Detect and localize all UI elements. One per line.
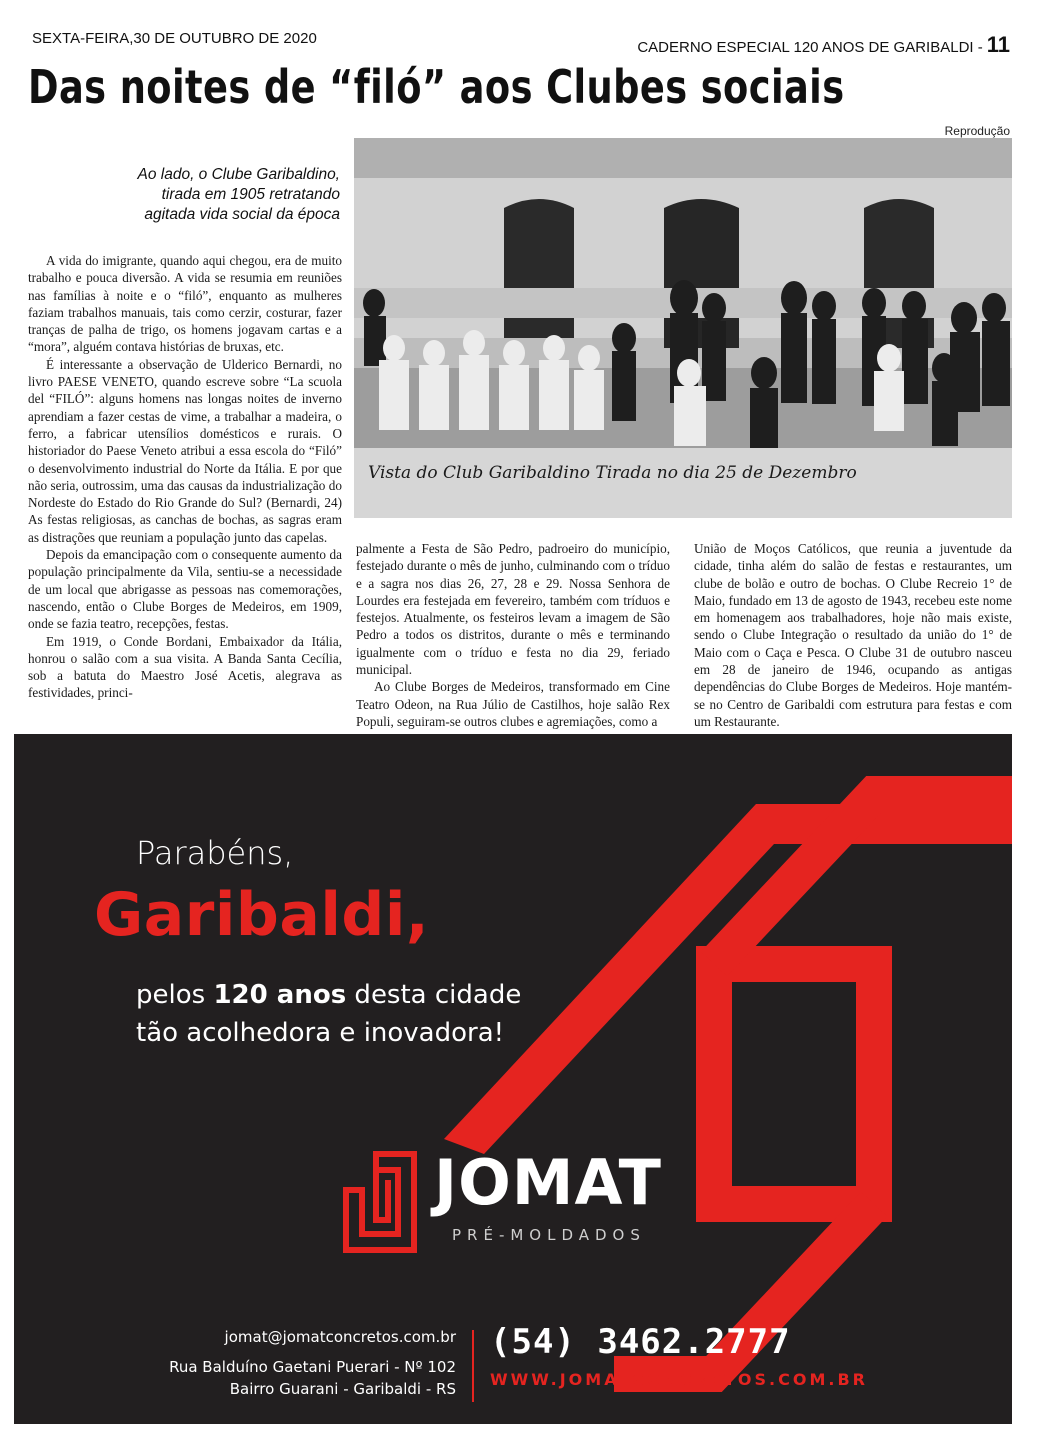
- paragraph: A vida do imigrante, quando aqui chegou, era de muito trabalho e pouca diversão. A vida se resumia em reuniões nas famílias à noite e o “filó”, enquanto as mulheres faziam trabalhos manuais, tais como cerzir, costurar, fazer tranças de palha de trigo, os homens jogavam cartas e a “mora”, alguém contava histórias de bruxas, etc.: [28, 253, 342, 355]
- article-column-2: [356, 540, 670, 730]
- contact-website: WWW.JOMATCONCRETOS.COM.BR: [490, 1370, 868, 1389]
- contact-email: jomat@jomatconcretos.com.br: [224, 1328, 456, 1346]
- article-headline: Das noites de “filó” aos Clubes sociais: [28, 60, 845, 114]
- issue-date: SEXTA-FEIRA,30 DE OUTUBRO DE 2020: [32, 30, 317, 47]
- contact-address-line-2: Bairro Guarani - Garibaldi - RS: [229, 1380, 456, 1398]
- page-number: 11: [986, 32, 1010, 57]
- article-column-1: [28, 252, 342, 702]
- section-header: [637, 32, 1010, 58]
- paragraph: União de Moços Católicos, que reunia a juventude da cidade, tinha além do salão de festas e restaurantes, um clube de bolão e outro de bochas. O Clube Recreio 1° de Maio, fundado em 13 de agosto de 1943, recebeu este nome em homenagem aos trabalhadores, hoje não mais existe, sendo o Clube Integração o resultado da união do 1° de Maio com o Caça e Pesca. O Clube 31 de outubro nasceu em 28 de janeiro de 1946, ocupando as antigas dependências do Clube Borges de Medeiros. Hoje mantém-se no Centro de Garibaldi com estrutura para festas e com um Restaurante.: [694, 541, 1012, 729]
- photo-credit: Reprodução: [944, 124, 1010, 138]
- contact-address-line-1: Rua Balduíno Gaetani Puerari - Nº 102: [169, 1358, 456, 1376]
- section-title: CADERNO ESPECIAL 120 ANOS DE GARIBALDI -: [637, 39, 983, 56]
- contact-phone: (54) 3462.2777: [490, 1322, 791, 1362]
- paragraph: palmente a Festa de São Pedro, padroeiro do município, festejado durante o mês de junho, culminando com o tríduo e a sagra nos dias 26, 27, 28 e 29. Nossa Senhora de Lourdes era festejada em fevereiro, também com tríduos e festejos. Atualmente, os festeiros levam a imagem de São Pedro a todos os distritos, durante o mês e terminando igualmente com o tríduo e festa no dia 29, feriado municipal.: [356, 541, 670, 678]
- photo-inscription: Vista do Club Garibaldino Tirada no dia 25 de Dezembro: [368, 463, 857, 483]
- article-column-3: [694, 540, 1012, 730]
- paragraph: Em 1919, o Conde Bordani, Embaixador da Itália, honrou o salão com a sua visita. A Banda Santa Cecília, sob a batuta do Maestro José Acetis, alegrava as festividades, princi-: [28, 633, 342, 701]
- ad-city-name: Garibaldi,: [94, 880, 430, 950]
- ad-message-line-2: tão acolhedora e inovadora!: [136, 1018, 505, 1048]
- paragraph: Ao Clube Borges de Medeiros, transformado em Cine Teatro Odeon, na Rua Júlio de Castilhos, hoje salão Rex Populi, seguiram-se outros clubes e agremiações, como a: [356, 679, 670, 729]
- jomat-logo-icon: [342, 1150, 418, 1254]
- jomat-advertisement: [14, 734, 1012, 1424]
- photo-caption: Ao lado, o Clube Garibaldino, tirada em 1905 retratando agitada vida social da época: [137, 166, 340, 223]
- brand-tagline: PRÉ-MOLDADOS: [452, 1226, 646, 1244]
- ad-greeting: Parabéns,: [136, 834, 294, 872]
- paragraph: Depois da emancipação com o consequente aumento da população principalmente da Vila, sentiu-se a necessidade de um local que abrigasse as pessoas nas comemorações, nascendo, então o Clube Borges de Medeiros, em 1909, onde se fazia teatro, recepções, festas.: [28, 547, 342, 632]
- ad-message-line-1: pelos 120 anos desta cidade: [136, 980, 522, 1010]
- paragraph: É interessante a observação de Ulderico Bernardi, no livro PAESE VENETO, quando escreve sobre “La scuola del “FILÓ”: alguns homens nas longas noites de inverno aprendiam a fazer cestas de vime, a trabalhar a madeira, o ferro, a fabricar utensílios domésticos e rurais. O historiador do Paese Veneto atribui a essa escola do “Filó” o desenvolvimento industrial do Norte da Itália. E por que não seria, outrossim, uma das causas da industrialização do Nordeste do Estado do Rio Grande do Sul? (Bernardi, 24) As festas religiosas, as canchas de bochas, as sagras eram as distrações que reuniam a população junto das capelas.: [28, 356, 342, 545]
- contact-divider: [472, 1330, 474, 1402]
- brand-name: JOMAT: [434, 1146, 662, 1219]
- historic-club-photo: [354, 138, 1012, 518]
